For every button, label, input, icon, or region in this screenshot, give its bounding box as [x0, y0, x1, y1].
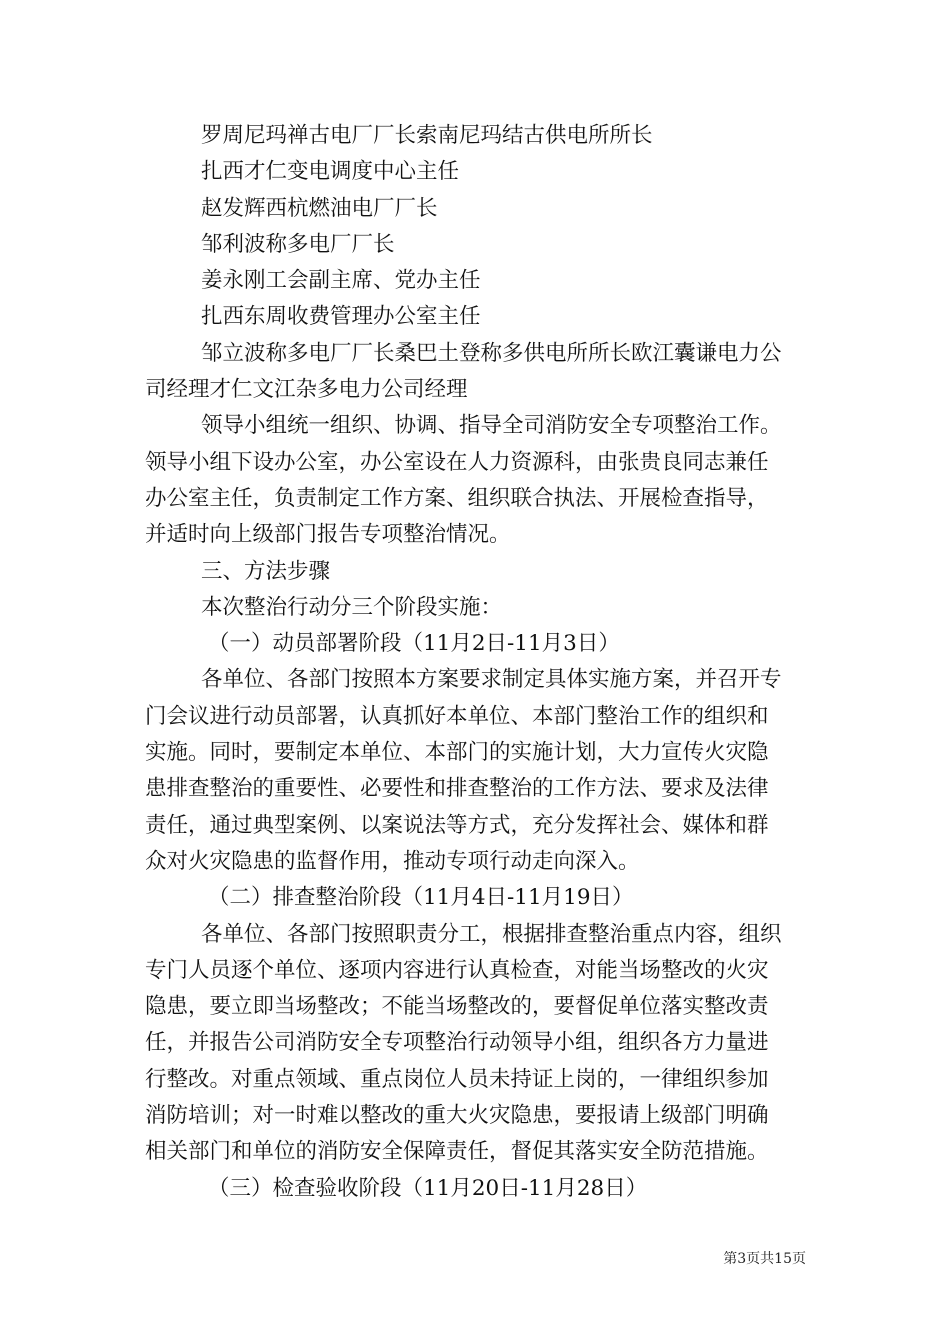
text-line: 患排查整治的重要性、必要性和排查整治的工作方法、要求及法律	[145, 776, 769, 802]
text-line: 扎西东周收费管理办公室主任	[201, 304, 481, 330]
text-line: 门会议进行动员部署，认真抓好本单位、本部门整治工作的组织和	[145, 703, 769, 729]
text-line: 并适时向上级部门报告专项整治情况。	[145, 522, 511, 548]
text-line: 实施。同时，要制定本单位、本部门的实施计划，大力宣传火灾隐	[145, 740, 769, 766]
subsection-heading: （一）动员部署阶段（11月2日-11月3日）	[208, 631, 620, 657]
text-line: 领导小组统一组织、协调、指导全司消防安全专项整治工作。	[201, 413, 782, 439]
subsection-heading: （三）检查验收阶段（11月20日-11月28日）	[208, 1175, 648, 1201]
text-line: 任，并报告公司消防安全专项整治行动领导小组，组织各方力量进	[145, 1030, 769, 1056]
text-line: 各单位、各部门按照职责分工，根据排查整治重点内容，组织	[201, 921, 782, 947]
text-line: 众对火灾隐患的监督作用，推动专项行动走向深入。	[145, 848, 640, 874]
text-line: 行整改。对重点领域、重点岗位人员未持证上岗的，一律组织参加	[145, 1066, 769, 1092]
subsection-heading: （二）排查整治阶段（11月4日-11月19日）	[208, 885, 634, 911]
section-heading: 三、方法步骤	[201, 558, 331, 584]
document-body	[145, 118, 810, 1207]
text-line: 扎西才仁变电调度中心主任	[201, 159, 460, 185]
text-line: 专门人员逐个单位、逐项内容进行认真检查，对能当场整改的火灾	[145, 957, 769, 983]
text-line: 消防培训；对一时难以整改的重大火灾隐患，要报请上级部门明确	[145, 1103, 769, 1129]
text-line: 办公室主任，负责制定工作方案、组织联合执法、开展检查指导，	[145, 485, 769, 511]
text-line: 邹立波称多电厂厂长桑巴土登称多供电所所长欧江囊谦电力公	[201, 340, 782, 366]
text-line: 领导小组下设办公室，办公室设在人力资源科，由张贵良同志兼任	[145, 449, 769, 475]
text-line: 姜永刚工会副主席、党办主任	[201, 268, 481, 294]
text-line: 隐患，要立即当场整改；不能当场整改的，要督促单位落实整改责	[145, 994, 769, 1020]
text-line: 赵发辉西杭燃油电厂厂长	[201, 195, 438, 221]
page-number: 第3页共15页	[723, 1251, 806, 1267]
text-line: 相关部门和单位的消防安全保障责任，督促其落实安全防范措施。	[145, 1139, 769, 1165]
text-line: 本次整治行动分三个阶段实施：	[201, 594, 503, 620]
text-line: 责任，通过典型案例、以案说法等方式，充分发挥社会、媒体和群	[145, 812, 769, 838]
text-line: 邹利波称多电厂厂长	[201, 231, 395, 257]
text-line: 各单位、各部门按照本方案要求制定具体实施方案，并召开专	[201, 667, 782, 693]
text-line: 罗周尼玛禅古电厂厂长索南尼玛结古供电所所长	[201, 123, 653, 148]
text-line: 司经理才仁文江杂多电力公司经理	[145, 377, 468, 403]
